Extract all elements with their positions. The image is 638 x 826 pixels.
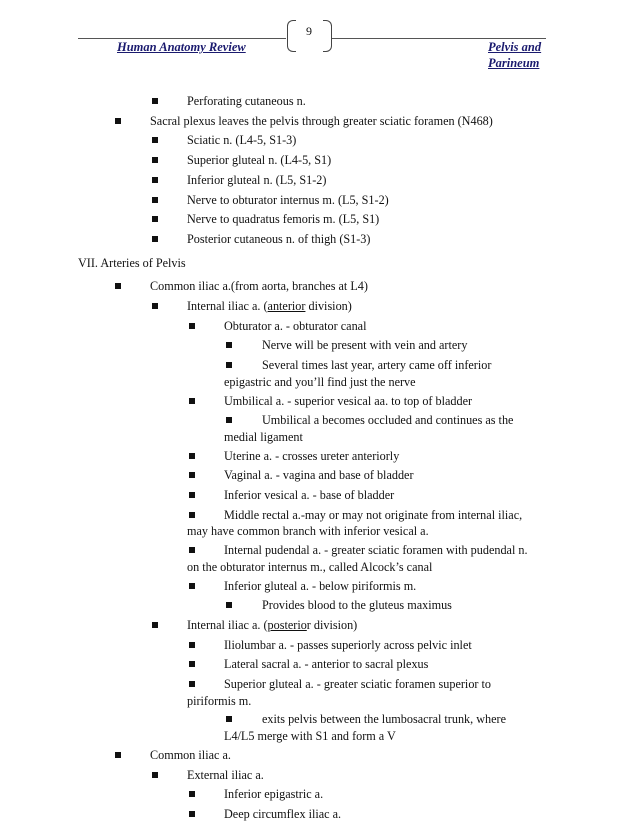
- outline-item-text: Sciatic n. (L4-5, S1-3): [187, 133, 297, 148]
- outline-item: [150, 747, 231, 763]
- outline-item-text: Inferior gluteal n. (L5, S1-2): [187, 172, 327, 187]
- square-bullet-icon: [189, 547, 195, 553]
- outline-item-text: Provides blood to the gluteus maximus: [262, 598, 452, 613]
- page-header: [0, 0, 638, 80]
- outline-item: [262, 337, 467, 353]
- outline-item: [224, 448, 399, 464]
- outline-item: [187, 132, 296, 148]
- outline-item-text: Nerve will be present with vein and artery: [262, 338, 468, 353]
- outline-item: [224, 467, 414, 483]
- outline-item-text: VII. Arteries of Pelvis: [78, 255, 186, 270]
- outline-item-text: Vaginal a. - vagina and base of bladder: [224, 468, 414, 483]
- outline-item-text: Nerve to quadratus femoris m. (L5, S1): [187, 212, 380, 227]
- underlined-text: posterio: [267, 617, 307, 632]
- square-bullet-icon: [189, 323, 195, 329]
- outline-item-text: Iliolumbar a. - passes superiorly across pelvic inlet: [224, 637, 472, 652]
- outline-item-text: Inferior gluteal a. - below piriformis m.: [224, 578, 417, 593]
- square-bullet-icon: [115, 118, 121, 124]
- square-bullet-icon: [152, 197, 158, 203]
- outline-item: [262, 711, 506, 727]
- outline-item-continuation: L4/L5 merge with S1 and form a V: [224, 729, 396, 744]
- outline-item: [224, 318, 366, 334]
- outline-item: [224, 393, 472, 409]
- outline-item-continuation: may have common branch with inferior vesical a.: [187, 524, 429, 539]
- outline-item: [224, 656, 428, 672]
- header-right-title-line1: Pelvis and: [488, 40, 542, 54]
- underlined-text: anterior: [267, 299, 306, 313]
- outline-item-text: Inferior epigastric a.: [224, 787, 324, 802]
- outline-item-text: Common iliac a.: [150, 747, 231, 762]
- outline-item-text: Inferior vesical a. - base of bladder: [224, 488, 395, 502]
- outline-item: [187, 152, 331, 168]
- square-bullet-icon: [152, 622, 158, 628]
- outline-item: [187, 767, 264, 783]
- outline-item-text: Perforating cutaneous n.: [187, 94, 306, 108]
- square-bullet-icon: [152, 216, 158, 222]
- square-bullet-icon: [226, 716, 232, 722]
- outline-item: [224, 637, 472, 653]
- square-bullet-icon: [189, 583, 195, 589]
- outline-item-text: exits pelvis between the lumbosacral trunk, where: [262, 712, 507, 727]
- outline-item-text: External iliac a.: [187, 767, 264, 782]
- square-bullet-icon: [189, 512, 195, 518]
- square-bullet-icon: [226, 342, 232, 348]
- outline-item-text: Superior gluteal a. - greater sciatic foramen superior to: [224, 677, 492, 691]
- square-bullet-icon: [115, 752, 121, 758]
- outline-item: [187, 172, 326, 188]
- square-bullet-icon: [189, 453, 195, 459]
- outline-item: [150, 113, 493, 129]
- outline-item-text: Deep circumflex iliac a.: [224, 806, 342, 821]
- outline-item: [187, 298, 352, 314]
- outline-item-text: Nerve to obturator internus m. (L5, S1-2): [187, 192, 389, 207]
- square-bullet-icon: [226, 362, 232, 368]
- header-right-title-line2: Parineum: [488, 56, 540, 70]
- outline-item: [187, 211, 379, 227]
- square-bullet-icon: [189, 642, 195, 648]
- outline-item-text: Umbilical a becomes occluded and continues as the: [262, 413, 514, 428]
- outline-item: [262, 357, 491, 373]
- square-bullet-icon: [152, 157, 158, 163]
- outline-item: [224, 542, 528, 558]
- square-bullet-icon: [189, 681, 195, 687]
- outline-item-text: Internal pudendal a. - greater sciatic foramen with pudendal n.: [224, 543, 528, 558]
- square-bullet-icon: [226, 417, 232, 423]
- square-bullet-icon: [189, 791, 195, 797]
- outline-item-text: Uterine a. - crosses ureter anteriorly: [224, 448, 400, 463]
- outline-item: [224, 578, 416, 594]
- square-bullet-icon: [189, 811, 195, 817]
- section-heading: [78, 255, 186, 271]
- outline-item-text: Sacral plexus leaves the pelvis through greater sciatic foramen (N468): [150, 113, 493, 128]
- square-bullet-icon: [189, 398, 195, 404]
- outline-item: [224, 806, 341, 822]
- square-bullet-icon: [189, 492, 195, 498]
- outline-item: [187, 231, 370, 247]
- outline-item: [187, 617, 357, 633]
- header-rule-right: [332, 38, 546, 39]
- square-bullet-icon: [152, 137, 158, 143]
- outline-item: [262, 597, 452, 613]
- header-left-title: Human Anatomy Review: [117, 40, 246, 54]
- outline-item-text: Internal iliac a. (anterior division): [187, 299, 352, 313]
- outline-item: [262, 412, 513, 428]
- square-bullet-icon: [152, 303, 158, 309]
- outline-item-continuation: on the obturator internus m., called Alcock’s canal: [187, 559, 433, 574]
- header-rule-left: [78, 38, 286, 39]
- outline-item-text: Middle rectal a.-may or may not originate from internal iliac,: [224, 507, 523, 522]
- outline-item-text: Umbilical a. - superior vesical aa. to top of bladder: [224, 393, 473, 408]
- outline-item: [150, 278, 368, 294]
- outline-item-continuation: medial ligament: [224, 429, 303, 444]
- square-bullet-icon: [152, 177, 158, 183]
- outline-item: [224, 786, 323, 802]
- square-bullet-icon: [115, 283, 121, 289]
- square-bullet-icon: [152, 236, 158, 242]
- page-number: 9: [306, 24, 312, 38]
- outline-item: [187, 93, 306, 109]
- outline-item-text: Posterior cutaneous n. of thigh (S1-3): [187, 231, 371, 246]
- outline-item: [187, 192, 389, 208]
- outline-item: [224, 676, 491, 692]
- outline-item-continuation: epigastric and you’ll find just the nerve: [224, 374, 416, 389]
- square-bullet-icon: [189, 472, 195, 478]
- outline-item-text: Lateral sacral a. - anterior to sacral plexus: [224, 657, 429, 672]
- outline-item-text: Obturator a. - obturator canal: [224, 318, 367, 333]
- outline-item-text: Several times last year, artery came off inferior: [262, 358, 492, 373]
- outline-item: [224, 487, 394, 503]
- square-bullet-icon: [152, 98, 158, 104]
- square-bullet-icon: [226, 602, 232, 608]
- square-bullet-icon: [152, 772, 158, 778]
- outline-item-continuation: piriformis m.: [187, 693, 252, 708]
- outline-item-text: Common iliac a.(from aorta, branches at L4): [150, 279, 368, 294]
- square-bullet-icon: [189, 661, 195, 667]
- outline-item-text: Internal iliac a. (posterior division): [187, 617, 358, 632]
- outline-item-text: Superior gluteal n. (L4-5, S1): [187, 153, 332, 168]
- outline-item: [224, 507, 522, 523]
